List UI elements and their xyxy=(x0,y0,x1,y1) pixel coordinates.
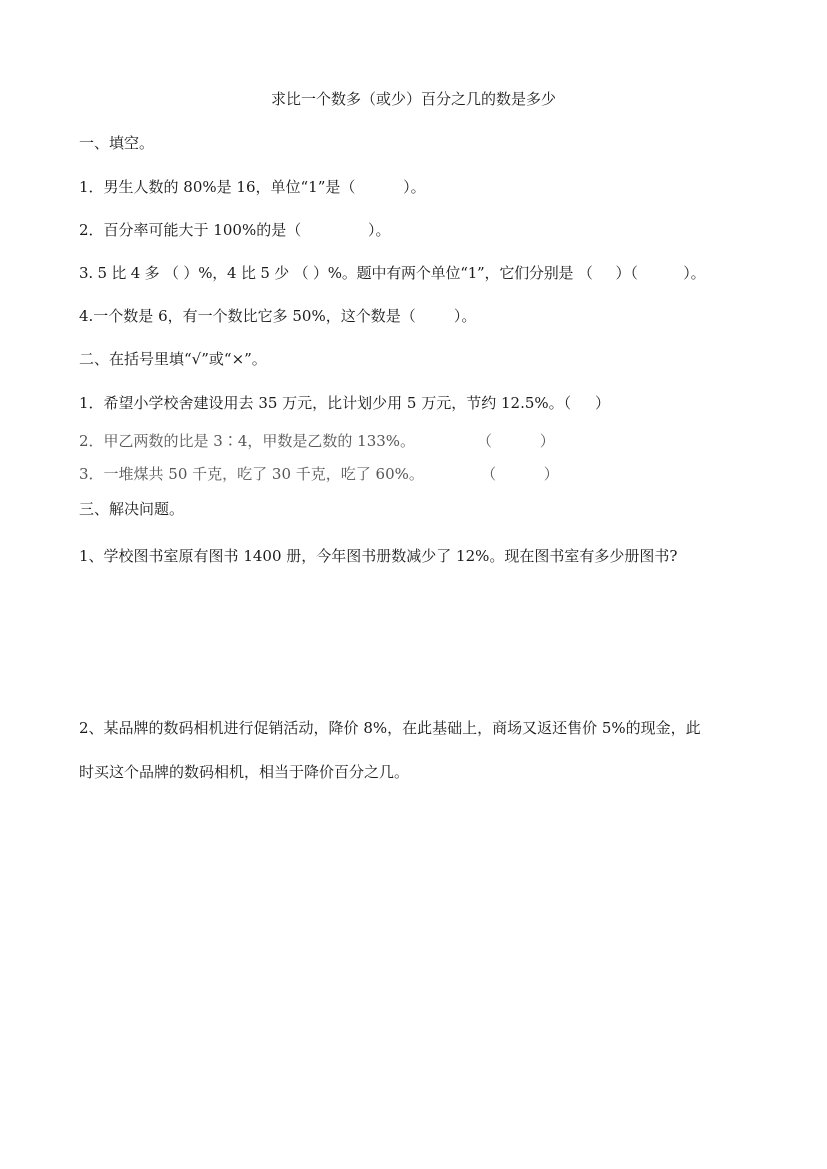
section-3-heading: 三、解决问题。 xyxy=(79,500,185,518)
true-false-question-3: 3．一堆煤共 50 千克，吃了 30 千克，吃了 60%。 （ ） xyxy=(79,465,559,483)
fill-blank-question-4: 4.一个数是 6，有一个数比它多 50%，这个数是（ ）。 xyxy=(79,307,477,325)
true-false-question-1: 1．希望小学校舍建设用去 35 万元，比计划少用 5 万元，节约 12.5%。（ ） xyxy=(79,394,611,412)
fill-blank-question-1: 1．男生人数的 80%是 16，单位“1”是（ ）。 xyxy=(79,178,426,196)
fill-blank-question-3: 3. 5 比 4 多 （ ）%，4 比 5 少 （ ）%。题中有两个单位“1”，它们分别是 （ ）（ ）。 xyxy=(79,264,706,282)
true-false-question-2: 2．甲乙两数的比是 3∶4，甲数是乙数的 133%。 （ ） xyxy=(79,432,555,450)
page-title: 求比一个数多（或少）百分之几的数是多少 xyxy=(270,90,556,108)
section-2-heading: 二、在括号里填“√”或“×”。 xyxy=(79,350,267,368)
word-problem-2-line-1: 2、某品牌的数码相机进行促销活动，降价 8%，在此基础上，商场又返还售价 5%的现金，此 xyxy=(79,719,701,737)
fill-blank-question-2: 2．百分率可能大于 100%的是（ ）。 xyxy=(79,221,391,239)
word-problem-1: 1、学校图书室原有图书 1400 册，今年图书册数减少了 12%。现在图书室有多少册图书? xyxy=(79,547,678,565)
word-problem-2-line-2: 时买这个品牌的数码相机，相当于降价百分之几。 xyxy=(79,763,410,781)
section-1-heading: 一、填空。 xyxy=(79,134,155,152)
